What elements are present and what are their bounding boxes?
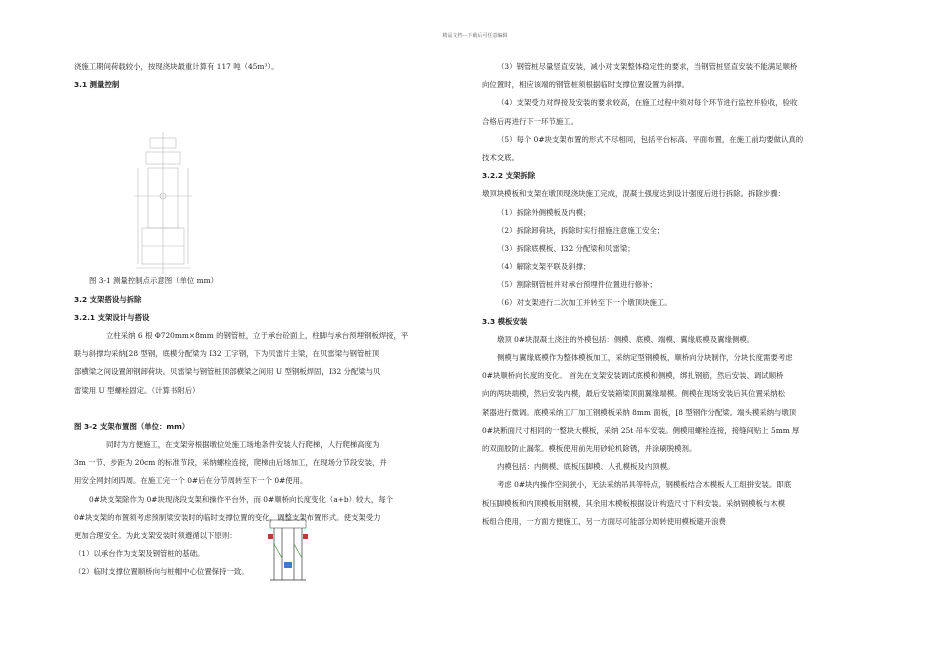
section-heading: 3.1 测量控制	[74, 80, 120, 90]
text-line: （5）每个 0#块支架布置的形式不尽相同，包括平台标高、平面布置，在施工前均要做认真的	[497, 134, 804, 144]
text-line: 技术交底。	[482, 152, 519, 162]
text-line: 联与斜撑均采纳[28 型钢，底模分配梁为 I32 工字钢，下为贝雷片主梁，在贝雷梁与钢管桩顶	[74, 349, 380, 359]
text-line: （3）拆除底模板、I32 分配梁和贝雷梁；	[497, 243, 635, 253]
text-line: 0#块支架除作为 0#块现浇段支架和操作平台外，而 0#顺桥向长度变化（a+b）较大，每个	[89, 494, 393, 504]
text-line: 雷梁用 U 型螺栓固定。（计算书附后）	[74, 385, 200, 395]
text-line: 图 3-1 测量控制点示意图（单位 mm）	[89, 276, 219, 286]
text-line	[74, 400, 470, 418]
section-heading: 图 3-2 支架布置图（单位：mm）	[74, 421, 190, 431]
page-header: 精品文档---下载后可任意编辑	[442, 33, 508, 39]
section-heading: 3.2 支架搭设与拆除	[74, 294, 142, 304]
text-line: 合格后再进行下一环节施工。	[482, 116, 579, 126]
text-line: （1）拆除外侧模板及内模；	[497, 207, 591, 217]
text-line: 墩顶块模板和支架在墩顶现浇块施工完成，混凝土强度达到设计强度后进行拆除。拆除步骤：	[482, 189, 786, 199]
text-line: 板组合使用，一方面方便施工，另一方面尽可能部分周转使用模板避开浪费	[482, 516, 726, 526]
section-heading: 3.2.1 支架设计与搭设	[74, 312, 150, 322]
text-line: （1）以承台作为支架及钢管桩的基础。	[74, 549, 205, 559]
bracket-layout-figure	[266, 514, 310, 586]
text-line: 0#块顺桥向长度的变化。 首先在支架安装调试底模和侧模，绑扎钢筋，然后安装、调试顺桥	[482, 371, 784, 381]
text-line: （2）临时支撑位置顺桥向与桩帽中心位置保持一致。	[74, 567, 249, 577]
section-heading: 3.3 模板安装	[482, 316, 528, 326]
text-line: （3）钢管桩尽量竖直安装，减小对支架整体稳定性的要求，当钢管桩竖直安装不能满足顺桥	[497, 62, 798, 71]
text-line: 考虑 0#块内操作空间狭小，无法采纳吊具等特点，钢模板结合木模板人工组拼安装。即底	[497, 480, 792, 490]
text-line: 部横梁之间设置卸钢卸荷块。贝雷梁与钢管桩顶部横梁之间用 U 型钢板焊固，I32 分配梁与贝	[74, 367, 381, 377]
text-line: 同时为方便施工，在支架旁根据墩位处施工场地条件安装人行爬梯，人行爬梯高度为	[106, 440, 380, 450]
section-heading: 3.2.2 支架拆除	[482, 171, 536, 181]
text-line: （6）对支架进行二次加工并转至下一个墩顶块施工。	[497, 298, 672, 308]
text-line: 更加合理安全。为此支架安装时须遵循以下原则：	[74, 531, 237, 540]
bracket-layout-drawing	[266, 514, 310, 586]
text-line: 3m 一节、步距为 20cm 的标准节段，采纳螺栓连接，爬梯由后场加工，在现场分节段安装，并	[74, 458, 387, 468]
text-line: 向的两块端模，然后安装内模，最后安装箱梁顶面翼缘端模。侧模在现场安装后其位置采纳松	[482, 389, 786, 399]
text-line: 紧器进行微调。底模采纳工厂加工钢模板采纳 8mm 面板，[8 型钢作分配梁。端头模采纳与墩顶	[482, 407, 797, 417]
text-line: 侧模与翼缘底模作为整体模板加工，采纳定型钢模板，顺桥向分块制作，分块长度需要考虑	[497, 353, 793, 362]
survey-control-drawing	[128, 128, 198, 278]
text-line: （5）割除钢管桩并对承台预埋件位置进行修补；	[497, 280, 657, 290]
text-line: 的双面胶防止漏浆。模板使用前先用砂轮机除锈，并涂刷脱模剂。	[482, 443, 697, 453]
text-line: 0#块支架的布置须考虑预制梁安装时的临时支撑位置的变化，调整支架布置形式。使支架受力	[74, 512, 381, 522]
text-line: 立柱采纳 6 根 Φ720mm×8mm 的钢管桩，立于承台砼面上，柱脚与承台预埋钢板焊接，平	[106, 330, 409, 340]
text-line: 浇施工期间荷载较小，按现浇块最重计算有 117 吨（45m³）。	[74, 62, 279, 71]
text-line: 墩顶 0#块混凝土浇注的外模包括：侧模、底模、端模、翼缘底模及翼缘侧模。	[497, 334, 755, 344]
right-column	[482, 58, 877, 531]
text-line: （4）解除支架平联及斜撑；	[497, 262, 591, 272]
survey-control-figure	[128, 128, 198, 278]
text-line: （2）拆除卸荷块，拆除时实行措施注意施工安全；	[497, 225, 665, 235]
text-line: 内模包括：内侧模、底板压脚模、人孔模板及内顶模。	[497, 462, 675, 472]
text-line: 0#块断面尺寸相同的一整块大模板，采纳 25t 吊车安装。侧模用螺栓连接，接缝间贴上 5mm 厚	[482, 425, 800, 435]
text-line: 向位置时，相应该端的钢管桩须根据临时支撑位置设置为斜撑。	[482, 80, 689, 90]
text-line: 用安全网封闭四周。在施工完一个 0#后在分节周转至下一个 0#使用。	[74, 476, 308, 486]
text-line: 板压脚模板和内顶模板用钢模，其余用木模板根据设计构造尺寸下料安装。采纳钢模板与木模	[482, 498, 786, 508]
text-line: （4）支架受力对焊接及安装的要求较高，在施工过程中须对每个环节进行监控并验收，验收	[497, 98, 798, 108]
